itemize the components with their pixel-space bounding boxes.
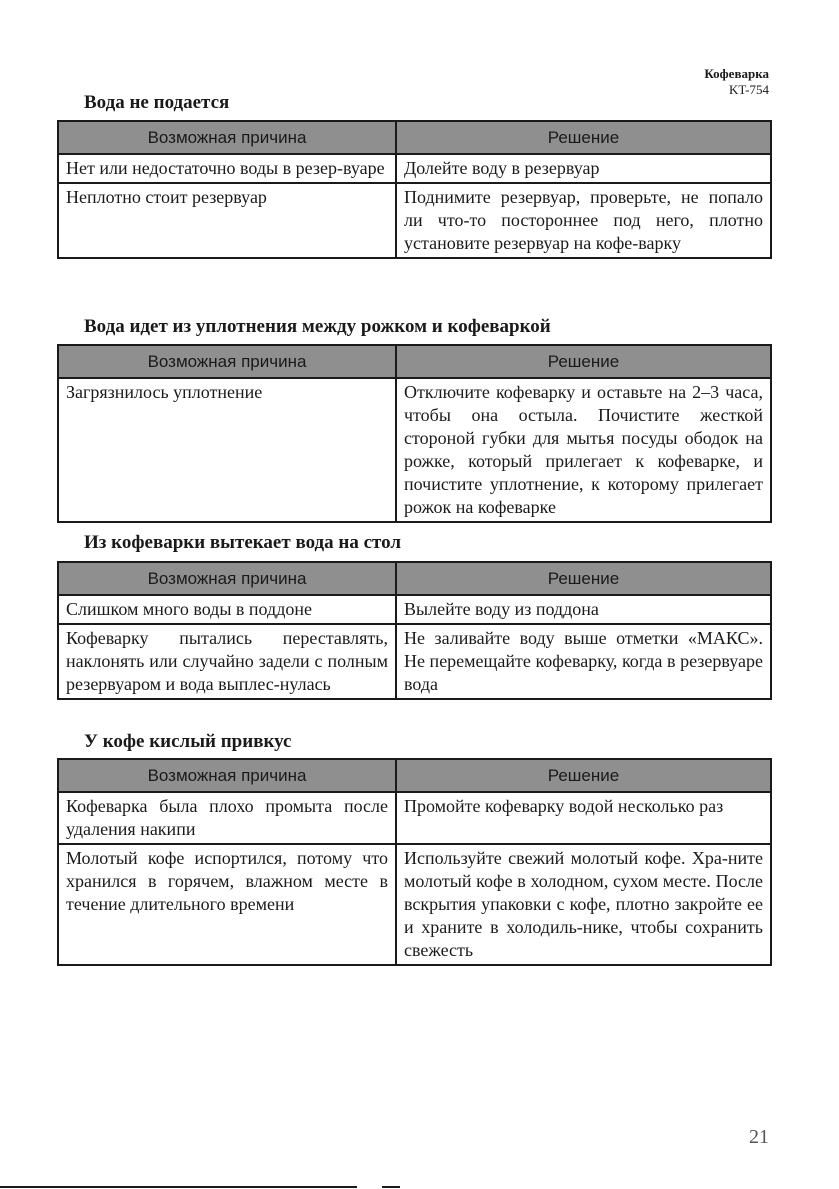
section-title-no-water: Вода не подается [84,92,230,113]
column-header-solution: Решение [396,121,771,154]
column-header-cause: Возможная причина [58,121,396,154]
solution-cell: Используйте свежий молотый кофе. Хра-ните молотый кофе в холодном, сухом месте. После вскрытия упаковки с кофе, плотно закройте ее и храните в холодиль-нике, чтобы сохранить свежесть [396,844,771,965]
cause-cell: Кофеварка была плохо промыта после удаления накипи [58,792,396,844]
section-title-sour-taste: У кофе кислый привкус [84,731,292,752]
section-title-seal-leak: Вода идет из уплотнения между рожком и кофеваркой [84,316,551,337]
troubleshooting-table-sour-taste [57,758,772,966]
header-model: KT-754 [729,82,769,97]
table-row [58,183,771,258]
page-number: 21 [749,1126,769,1148]
table-header-row [58,345,771,378]
table-row [58,154,771,183]
troubleshooting-table-seal-leak [57,344,772,523]
cause-cell: Молотый кофе испортился, потому что хранился в горячем, влажном месте в течение длительного времени [58,844,396,965]
solution-cell: Долейте воду в резервуар [396,154,771,183]
cause-cell: Неплотно стоит резервуар [58,183,396,258]
column-header-solution: Решение [396,759,771,792]
footer-rule-mark [382,1186,400,1188]
column-header-solution: Решение [396,345,771,378]
header-title: Кофеварка [704,66,769,81]
solution-cell: Промойте кофеварку водой несколько раз [396,792,771,844]
table-header-row [58,759,771,792]
column-header-cause: Возможная причина [58,562,396,595]
table-row [58,595,771,624]
column-header-solution: Решение [396,562,771,595]
solution-cell: Отключите кофеварку и оставьте на 2–3 часа, чтобы она остыла. Почистите жесткой стороной губки для мытья посуды ободок на рожке, который прилегает к кофеварке, и почистите уплотнение, к которому прилегает рожок на кофеварке [396,378,771,522]
cause-cell: Нет или недостаточно воды в резер-вуаре [58,154,396,183]
table-row [58,378,771,522]
section-title-water-on-table: Из кофеварки вытекает вода на стол [84,532,402,553]
footer-rule-left [0,1186,357,1188]
troubleshooting-table-no-water [57,120,772,259]
running-header [704,66,769,98]
troubleshooting-table-water-on-table [57,561,772,700]
table-row [58,792,771,844]
cause-cell: Слишком много воды в поддоне [58,595,396,624]
cause-cell: Загрязнилось уплотнение [58,378,396,522]
table-header-row [58,562,771,595]
column-header-cause: Возможная причина [58,759,396,792]
cause-cell: Кофеварку пытались переставлять, наклонять или случайно задели с полным резервуаром и вода выплес-нулась [58,624,396,699]
solution-cell: Не заливайте воду выше отметки «МАКС». Не перемещайте кофеварку, когда в резервуаре вода [396,624,771,699]
solution-cell: Вылейте воду из поддона [396,595,771,624]
table-row [58,624,771,699]
solution-cell: Поднимите резервуар, проверьте, не попало ли что-то постороннее под него, плотно установите резервуар на кофе-варку [396,183,771,258]
table-header-row [58,121,771,154]
table-row [58,844,771,965]
column-header-cause: Возможная причина [58,345,396,378]
